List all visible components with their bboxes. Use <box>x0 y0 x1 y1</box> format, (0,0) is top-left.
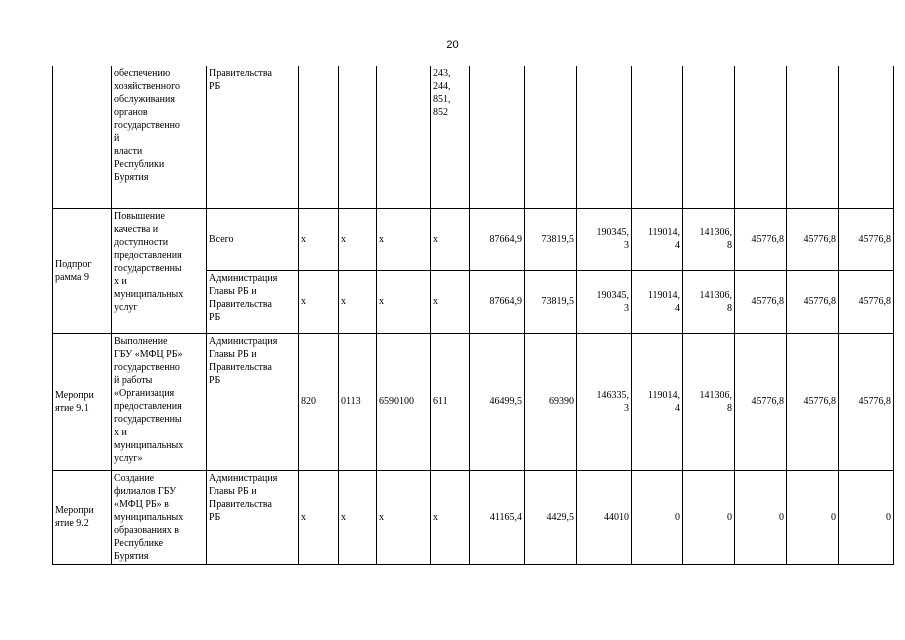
executor-cell: Администрация Главы РБ и Правительства РБ <box>207 270 299 333</box>
event-name-cell: Создание филиалов ГБУ «МФЦ РБ» в муниципальных образованиях в Республике Бурятия <box>112 470 207 564</box>
value-cell: 141306, 8 <box>683 270 735 333</box>
value-cell <box>577 66 632 208</box>
rz-cell: х <box>339 470 377 564</box>
value-cell: 0 <box>787 470 839 564</box>
value-cell: 87664,9 <box>470 208 525 270</box>
value-cell: 119014, 4 <box>632 270 683 333</box>
value-cell: 45776,8 <box>787 270 839 333</box>
event-name-cell: Повышение качества и доступности предоставления государственны х и муниципальных услуг <box>112 208 207 333</box>
csr-cell <box>377 66 431 208</box>
value-cell <box>683 66 735 208</box>
budget-table <box>52 66 894 565</box>
row-label-cell: Меропри ятие 9.1 <box>53 333 112 470</box>
vr-cell: х <box>431 208 470 270</box>
grbs-cell <box>299 66 339 208</box>
table-row <box>53 470 894 564</box>
value-cell: 69390 <box>525 333 577 470</box>
table-row <box>53 333 894 470</box>
value-cell: 73819,5 <box>525 208 577 270</box>
value-cell: 190345, 3 <box>577 270 632 333</box>
event-name-cell: обеспечению хозяйственного обслуживания органов государственно й власти Республики Бурятия <box>112 66 207 208</box>
row-label-cell: Меропри ятие 9.2 <box>53 470 112 564</box>
vr-cell: 243, 244, 851, 852 <box>431 66 470 208</box>
executor-cell: Администрация Главы РБ и Правительства РБ <box>207 333 299 470</box>
grbs-cell: х <box>299 270 339 333</box>
row-label-cell: Подпрог рамма 9 <box>53 208 112 333</box>
grbs-cell: х <box>299 470 339 564</box>
value-cell <box>839 66 894 208</box>
value-cell: 46499,5 <box>470 333 525 470</box>
value-cell: 73819,5 <box>525 270 577 333</box>
value-cell: 41165,4 <box>470 470 525 564</box>
vr-cell: 611 <box>431 333 470 470</box>
value-cell: 141306, 8 <box>683 333 735 470</box>
value-cell <box>632 66 683 208</box>
rz-cell: 0113 <box>339 333 377 470</box>
value-cell: 45776,8 <box>839 333 894 470</box>
value-cell: 45776,8 <box>839 208 894 270</box>
executor-cell: Правительства РБ <box>207 66 299 208</box>
rz-cell: х <box>339 270 377 333</box>
value-cell: 190345, 3 <box>577 208 632 270</box>
grbs-cell: 820 <box>299 333 339 470</box>
value-cell: 0 <box>839 470 894 564</box>
event-name-cell: Выполнение ГБУ «МФЦ РБ» государственно й работы «Организация предоставления государственны х и муниципальных услуг» <box>112 333 207 470</box>
executor-cell: Администрация Главы РБ и Правительства РБ <box>207 470 299 564</box>
value-cell <box>787 66 839 208</box>
rz-cell <box>339 66 377 208</box>
value-cell: 45776,8 <box>839 270 894 333</box>
value-cell: 119014, 4 <box>632 208 683 270</box>
value-cell: 0 <box>632 470 683 564</box>
page-number: 20 <box>446 39 459 51</box>
value-cell: 45776,8 <box>787 333 839 470</box>
table-row <box>53 66 894 208</box>
table-row <box>53 208 894 270</box>
value-cell: 87664,9 <box>470 270 525 333</box>
csr-cell: х <box>377 270 431 333</box>
value-cell <box>735 66 787 208</box>
value-cell: 0 <box>735 470 787 564</box>
vr-cell: х <box>431 270 470 333</box>
value-cell: 45776,8 <box>735 270 787 333</box>
grbs-cell: х <box>299 208 339 270</box>
value-cell: 45776,8 <box>735 208 787 270</box>
value-cell: 141306, 8 <box>683 208 735 270</box>
vr-cell: х <box>431 470 470 564</box>
value-cell: 4429,5 <box>525 470 577 564</box>
value-cell: 146335, 3 <box>577 333 632 470</box>
value-cell: 119014, 4 <box>632 333 683 470</box>
value-cell <box>525 66 577 208</box>
value-cell: 45776,8 <box>735 333 787 470</box>
value-cell: 44010 <box>577 470 632 564</box>
csr-cell: х <box>377 208 431 270</box>
rz-cell: х <box>339 208 377 270</box>
value-cell <box>470 66 525 208</box>
value-cell: 0 <box>683 470 735 564</box>
csr-cell: х <box>377 470 431 564</box>
csr-cell: 6590100 <box>377 333 431 470</box>
value-cell: 45776,8 <box>787 208 839 270</box>
row-label-cell <box>53 66 112 208</box>
executor-cell: Всего <box>207 208 299 270</box>
